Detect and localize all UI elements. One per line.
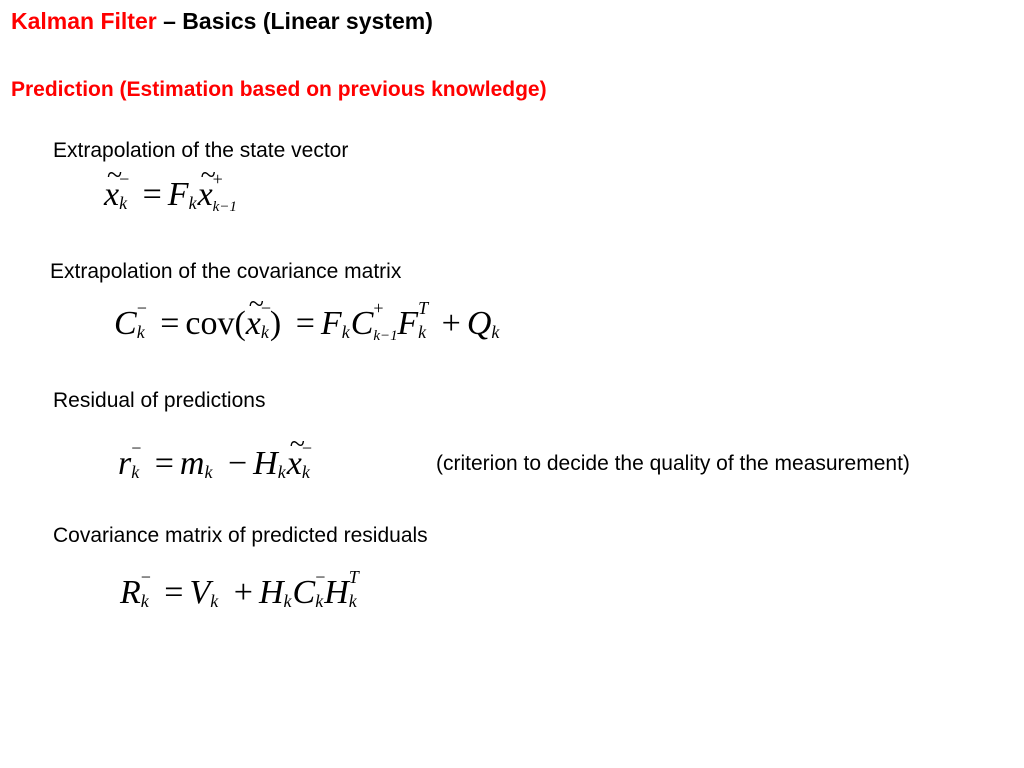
formula-sub: k [277, 462, 286, 482]
formula-sub: k [260, 322, 269, 342]
formula-sup: − [315, 567, 326, 587]
title-rest: – Basics (Linear system) [156, 8, 433, 34]
formula-C: C [292, 574, 316, 611]
residual-label: Residual of predictions [53, 389, 266, 412]
formula-sub: k [283, 591, 292, 611]
formula-sub: k [341, 322, 350, 342]
formula-sup: − [301, 438, 312, 458]
formula-sup: T [348, 567, 359, 587]
formula-eq: = [160, 305, 180, 342]
formula-sub: k [119, 193, 128, 213]
formula-F: F [397, 305, 419, 342]
formula-eq: = [295, 305, 315, 342]
covariance-formula [114, 298, 500, 344]
formula-eq: = [154, 445, 174, 482]
title-highlight: Kalman Filter [11, 8, 157, 34]
formula-F: F [320, 305, 342, 342]
formula-sup: − [140, 567, 151, 587]
formula-sup: − [136, 298, 147, 318]
formula-minus: − [227, 445, 248, 482]
formula-sub: k [136, 322, 145, 342]
formula-F: F [167, 176, 189, 213]
formula-sub: k−1 [212, 199, 237, 215]
formula-sub: k [131, 462, 140, 482]
slide-title [11, 8, 433, 35]
formula-Q: Q [466, 305, 492, 342]
formula-eq: = [164, 574, 184, 611]
formula-sup: + [212, 169, 223, 189]
formula-sub: k [140, 591, 149, 611]
formula-m: m [179, 445, 205, 482]
covariance-label: Extrapolation of the covariance matrix [50, 260, 402, 283]
section-heading: Prediction (Estimation based on previous knowledge) [11, 78, 547, 101]
formula-x-tilde: ~ x [246, 307, 261, 341]
formula-sub: k [301, 462, 310, 482]
residual-covariance-formula [120, 567, 359, 611]
formula-r: r [118, 445, 132, 482]
formula-close: ) [269, 305, 282, 342]
formula-H: H [253, 445, 278, 482]
formula-sub: k [210, 591, 219, 611]
formula-sup: + [373, 298, 384, 318]
formula-sub: k−1 [373, 328, 398, 344]
state-vector-label: Extrapolation of the state vector [53, 139, 349, 162]
formula-sup: − [260, 298, 272, 318]
state-vector-formula [104, 169, 237, 215]
formula-plus: + [233, 574, 253, 611]
formula-sub: k [348, 591, 357, 611]
formula-sup: − [131, 438, 142, 458]
formula-cov: cov( [185, 305, 246, 342]
formula-C: C [350, 305, 374, 342]
formula-sub: k [315, 591, 324, 611]
formula-sub: k [188, 193, 197, 213]
formula-V: V [189, 574, 211, 611]
residual-formula [118, 438, 312, 482]
formula-C: C [114, 305, 137, 342]
formula-eq: = [142, 176, 162, 213]
formula-x-tilde: ~ x [198, 178, 213, 212]
formula-x-tilde: ~ x [287, 447, 302, 481]
formula-x-tilde: ~ x [104, 178, 119, 212]
residual-note: (criterion to decide the quality of the measurement) [436, 452, 910, 475]
residual-covariance-label: Covariance matrix of predicted residuals [53, 524, 428, 547]
formula-sub: k [491, 322, 500, 342]
formula-plus: + [441, 305, 461, 342]
formula-H: H [258, 574, 284, 611]
formula-R: R [120, 574, 141, 611]
formula-sub: k [418, 322, 427, 342]
formula-sup: T [418, 298, 429, 318]
formula-H: H [324, 574, 349, 611]
formula-sup: − [119, 169, 130, 189]
formula-sub: k [204, 462, 213, 482]
